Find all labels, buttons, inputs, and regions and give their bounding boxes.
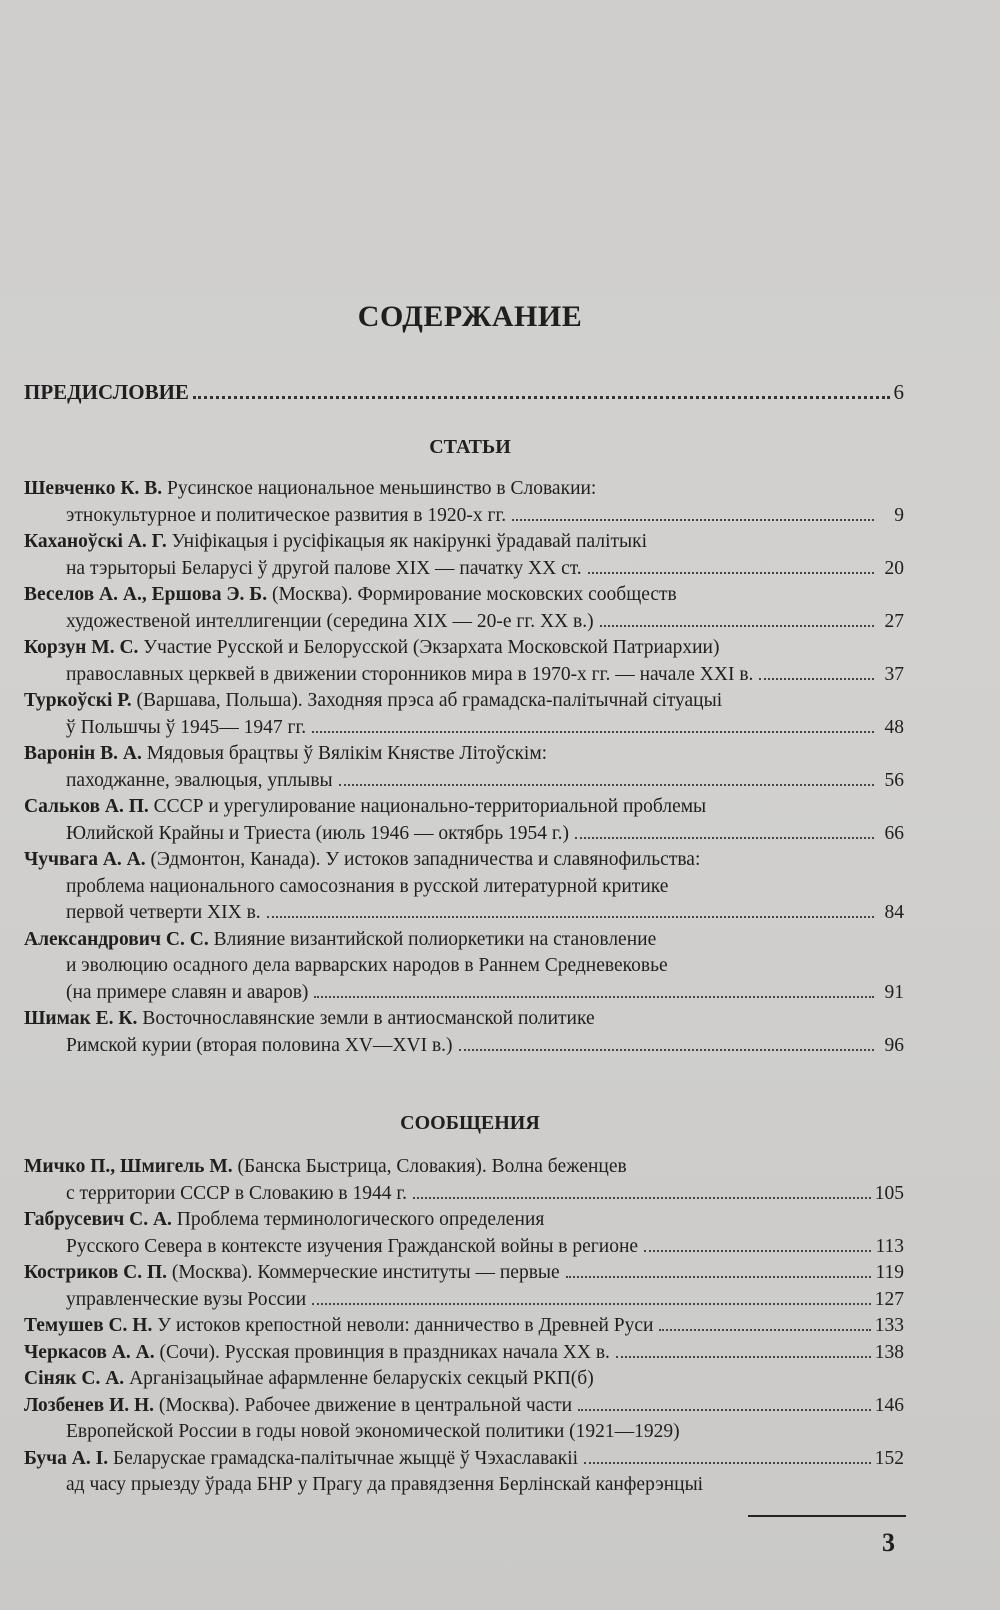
- toc-entry-line: [24, 1236, 904, 1263]
- toc-entry-line: [24, 1474, 904, 1501]
- toc-entry-line: [24, 770, 904, 797]
- entry-author: Сіняк С. А.: [24, 1368, 125, 1389]
- entry-title-text: паходжанне, эвалюцыя, уплывы: [66, 769, 333, 791]
- toc-entry-line: [24, 584, 904, 611]
- entry-title-text: У истоков крепостной неволи: данничество в Древней Руси: [157, 1315, 654, 1336]
- toc-entry[interactable]: [24, 1289, 904, 1316]
- entry-author: Лозбенев И. Н.: [24, 1394, 155, 1416]
- entry-title-text: Беларускае грамадска-палітычнае жыццё ў Чэхаславакіі: [112, 1447, 579, 1469]
- entry-author: Туркоўскі Р.: [24, 690, 132, 711]
- entry-title-text: проблема национального самосознания в русской литературной критике: [66, 875, 669, 897]
- entry-title-text: православных церквей в движении сторонников мира в 1970-х гг. — начале XXI в.: [66, 663, 754, 685]
- toc-entry[interactable]: [24, 743, 904, 796]
- entry-author: Сальков А. П.: [24, 796, 149, 817]
- section-heading-messages: СООБЩЕНИЯ: [400, 1112, 540, 1134]
- entry-title-text: на тэрыторыі Беларусі ў другой палове XIX — пачатку XX ст.: [66, 557, 582, 579]
- entry-title-text: художественой интеллигенции (середина XIX — 20-е гг. XX в.): [66, 610, 594, 632]
- toc-entry-line: [24, 1008, 904, 1035]
- leader-dots: [584, 1462, 871, 1464]
- toc-entry[interactable]: [24, 929, 904, 1009]
- toc-entry-line: [24, 1448, 904, 1475]
- leader-dots: [314, 996, 874, 998]
- toc-entry[interactable]: [24, 1262, 904, 1289]
- toc-entry[interactable]: [24, 1008, 904, 1061]
- leader-dots: [616, 1356, 871, 1358]
- leader-dots: [312, 731, 874, 733]
- toc-entry[interactable]: [24, 531, 904, 584]
- entry-title-text: Восточнославянские земли в антиосманской политике: [142, 1008, 595, 1029]
- toc-entry[interactable]: [24, 796, 904, 849]
- entry-title-text: (Сочи). Русская провинция в праздниках начала XX в.: [159, 1341, 610, 1363]
- preface-page: 6: [893, 380, 904, 404]
- toc-entry-line: [24, 743, 904, 770]
- preface-label: ПРЕДИСЛОВИЕ: [24, 380, 189, 404]
- toc-entry-line: [24, 823, 904, 850]
- leader-dots: [659, 1329, 870, 1331]
- entry-author: Шевченко К. В.: [24, 478, 163, 499]
- toc-entry-line: [24, 1262, 904, 1289]
- entry-page-number: 133: [874, 1315, 904, 1336]
- entry-title-text: Арганізацыйнае афармленне беларускіх секцый РКП(б): [129, 1368, 594, 1389]
- articles-list: [24, 478, 904, 1061]
- entry-title-text: ад часу прыезду ўрада БНР у Прагу да правядзення Берлінскай канферэнцыі: [66, 1474, 704, 1495]
- entry-title-text: Проблема терминологического определения: [176, 1209, 545, 1230]
- toc-entry-line: [24, 1183, 904, 1210]
- entry-page-number: 66: [884, 822, 904, 844]
- toc-entry[interactable]: [24, 1368, 904, 1395]
- toc-entry-line: [24, 849, 904, 876]
- entry-author: Веселов А. А., Ершова Э. Б.: [24, 584, 268, 605]
- toc-entry-line: [24, 717, 904, 744]
- entry-page-number: 48: [884, 716, 904, 738]
- entry-page-number: 9: [894, 504, 904, 526]
- entry-title-text: Римской курии (вторая половина XV—XVI в.): [66, 1034, 453, 1056]
- toc-entry-line: [24, 1395, 904, 1422]
- toc-entry[interactable]: [24, 478, 904, 531]
- entry-title-text: Русинское национальное меньшинство в Словакии:: [167, 478, 597, 499]
- leader-dots: [339, 784, 874, 786]
- entry-author: Буча А. І.: [24, 1447, 109, 1469]
- toc-entry-line: [24, 1315, 904, 1342]
- leader-dots: [575, 837, 874, 839]
- entry-page-number: 146: [874, 1394, 904, 1416]
- leader-dots: [193, 396, 890, 399]
- entry-page-number: 119: [875, 1262, 904, 1283]
- entry-title-text: управленческие вузы России: [66, 1288, 307, 1310]
- leader-dots: [600, 625, 874, 627]
- toc-entry-line: [24, 1289, 904, 1316]
- entry-author: Александрович С. С.: [24, 928, 209, 950]
- entry-author: Шимак Е. К.: [24, 1008, 138, 1029]
- toc-entry[interactable]: [24, 1474, 904, 1501]
- preface-entry[interactable]: [24, 380, 904, 405]
- toc-entry-line: [24, 929, 904, 956]
- toc-entry-line: [24, 637, 904, 664]
- entry-title-text: СССР и урегулирование национально-территориальной проблемы: [153, 796, 707, 817]
- toc-entry-line: [24, 796, 904, 823]
- entry-page-number: 37: [884, 663, 904, 685]
- entry-title-text: с территории СССР в Словакию в 1944 г.: [66, 1182, 408, 1204]
- toc-entry[interactable]: [24, 849, 904, 929]
- entry-page-number: 105: [874, 1182, 904, 1204]
- toc-entry-line: [24, 1342, 904, 1369]
- toc-entry[interactable]: [24, 1395, 904, 1448]
- entry-author: Корзун М. С.: [24, 637, 139, 658]
- entry-title-text: (Москва). Коммерческие институты — первые: [171, 1262, 560, 1283]
- toc-entry-line: [24, 1421, 904, 1448]
- entry-title-text: Уніфікацыя і русіфікацыя як накірункі ўрадавай палітыкі: [171, 531, 648, 552]
- toc-entry-line: [24, 611, 904, 638]
- toc-heading: СОДЕРЖАНИЕ: [357, 300, 583, 333]
- footer-rule: [748, 1515, 906, 1517]
- leader-dots: [588, 572, 874, 574]
- entry-author: Мичко П., Шмигель М.: [24, 1156, 233, 1177]
- entry-page-number: 127: [874, 1288, 904, 1310]
- toc-entry[interactable]: [24, 1342, 904, 1369]
- toc-entry-line: [24, 690, 904, 717]
- entry-title-text: (Варшава, Польша). Заходняя прэса аб грамадска-палітычнай сітуацыі: [136, 690, 723, 711]
- entry-page-number: 56: [884, 769, 904, 791]
- entry-title-text: Русского Севера в контексте изучения Гражданской войны в регионе: [66, 1235, 639, 1257]
- leader-dots: [312, 1303, 871, 1305]
- entry-page-number: 113: [875, 1235, 904, 1257]
- section-heading-articles: СТАТЬИ: [429, 436, 511, 458]
- toc-entry[interactable]: [24, 637, 904, 690]
- entry-title-text: (Москва). Рабочее движение в центральной части: [158, 1394, 573, 1416]
- toc-entry[interactable]: [24, 690, 904, 743]
- entry-title-text: (Банска Быстрица, Словакия). Волна беженцев: [237, 1156, 627, 1177]
- entry-author: Костриков С. П.: [24, 1262, 167, 1283]
- leader-dots: [578, 1409, 871, 1411]
- entry-author: Чучвага А. А.: [24, 849, 146, 870]
- toc-entry-line: [24, 1156, 904, 1183]
- toc-entry-line: [24, 902, 904, 929]
- toc-entry-line: [24, 1035, 904, 1062]
- entry-title-text: ў Польшчы ў 1945— 1947 гг.: [66, 716, 307, 738]
- entry-title-text: (Москва). Формирование московских сообществ: [271, 584, 677, 605]
- entry-page-number: 20: [884, 557, 904, 579]
- entry-title-text: и эволюцию осадного дела варварских народов в Раннем Средневековье: [66, 955, 668, 976]
- entry-title-text: Влияние византийской полиоркетики на становление: [213, 928, 657, 950]
- toc-entry-line: [24, 505, 904, 532]
- entry-title-text: первой четверти XIX в.: [66, 902, 261, 923]
- toc-entry-line: [24, 876, 904, 903]
- leader-dots: [644, 1250, 871, 1252]
- toc-entry-line: [24, 531, 904, 558]
- toc-entry-line: [24, 478, 904, 505]
- entry-title-text: Юлийской Крайны и Триеста (июль 1946 — октябрь 1954 г.): [66, 822, 570, 844]
- entry-title-text: Участие Русской и Белорусской (Экзархата Московской Патриархии): [143, 637, 720, 658]
- toc-entry-line: [24, 1368, 904, 1395]
- messages-list: [24, 1156, 904, 1501]
- leader-dots: [459, 1049, 874, 1051]
- leader-dots: [267, 916, 874, 918]
- toc-entry[interactable]: [24, 584, 904, 637]
- toc-entry[interactable]: [24, 1209, 904, 1262]
- leader-dots: [413, 1197, 871, 1199]
- entry-author: Каханоўскі А. Г.: [24, 531, 167, 552]
- entry-author: Темушев С. Н.: [24, 1315, 153, 1336]
- leader-dots: [512, 519, 874, 521]
- toc-entry[interactable]: [24, 1156, 904, 1209]
- entry-title-text: Европейской России в годы новой экономической политики (1921—1929): [66, 1421, 680, 1442]
- toc-entry-line: [24, 664, 904, 691]
- entry-title-text: (Эдмонтон, Канада). У истоков западничества и славянофильства:: [150, 849, 701, 870]
- entry-page-number: 91: [884, 981, 904, 1003]
- leader-dots: [759, 678, 874, 680]
- entry-title-text: этнокультурное и политическое развития в 1920-х гг.: [66, 504, 507, 526]
- page-number: 3: [882, 1528, 895, 1557]
- leader-dots: [566, 1276, 872, 1278]
- toc-entry-line: [24, 982, 904, 1009]
- toc-entry[interactable]: [24, 1315, 904, 1342]
- entry-page-number: 27: [884, 610, 904, 632]
- toc-entry-line: [24, 955, 904, 982]
- toc-entry-line: [24, 1209, 904, 1236]
- toc-entry-line: [24, 558, 904, 585]
- entry-page-number: 84: [884, 902, 904, 923]
- entry-author: Черкасов А. А.: [24, 1341, 155, 1363]
- entry-author: Габрусевич С. А.: [24, 1209, 172, 1230]
- entry-title-text: (на примере славян и аваров): [66, 981, 309, 1003]
- entry-page-number: 138: [874, 1341, 904, 1363]
- entry-page-number: 96: [884, 1034, 904, 1056]
- entry-page-number: 152: [874, 1447, 904, 1469]
- toc-entry[interactable]: [24, 1448, 904, 1475]
- entry-title-text: Мядовыя брацтвы ў Вялікім Княстве Літоўскім:: [146, 743, 548, 764]
- entry-author: Варонін В. А.: [24, 743, 142, 764]
